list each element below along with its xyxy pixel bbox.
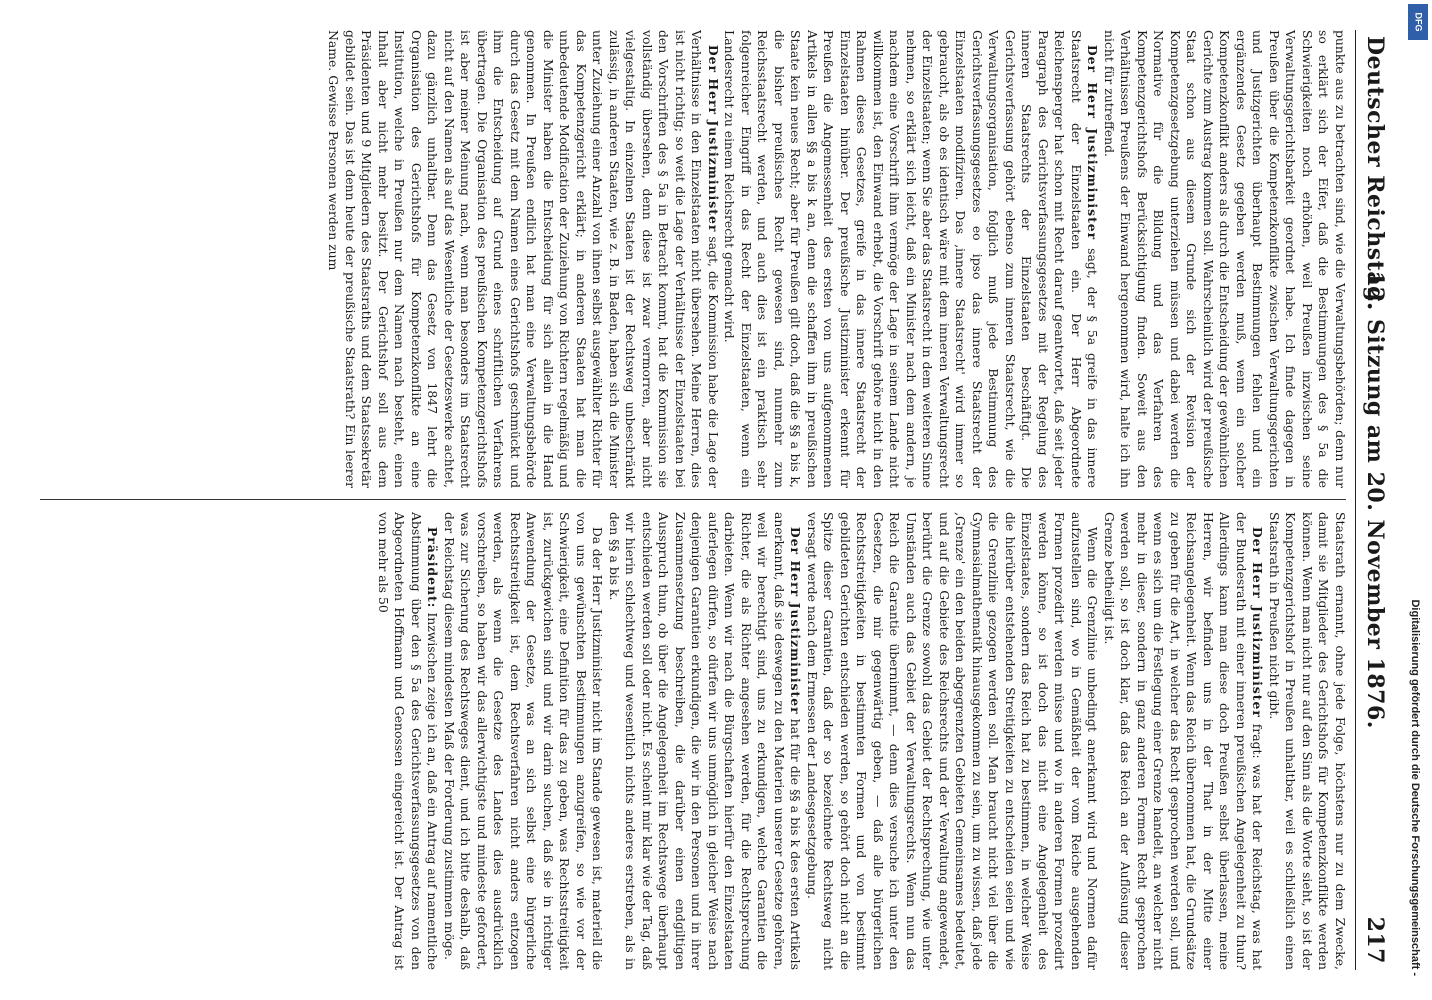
- page-header: [1355, 30, 1392, 970]
- paragraph-text: Wenn die Grenzlinie unbedingt anerkannt wird und Normen dafür aufzustellen sind, wo in Gemäßheit der vom Reiche ausgehenden Formen prozedirt werden müsse und wo in anderen Formen prozedirt werden könne, so ist doch das nicht eine Angelegenheit des Einzelstaates, sondern das Reich hat zu bestimmen, in welcher Weise die hierüber entstehenden Streitigkeiten zu entscheiden seien und wie die Grenzlinie gezogen werden soll. Man braucht nicht viel über die Gymnasialmathematik hinausgekommen zu sein, um zu wissen, daß jede ‚Grenze' ein den beiden abgegrenzten Gebieten Gemeinsames bedeutet, und auf die Gebiete des Reichsrechts und der Verwaltung angewendet, berührt die Grenze sowohl das Gebiet der Rechtsprechung, wie unter Umständen auch das Gebiet der Verwaltungsrechts. Wenn nun das Reich die Garantie übernimmt, — denn dies versuche ich unter den Gesetzen, die mir gegenwärtig geben, — daß alle bürgerlichen Rechtsstreitigkeiten in bestimmten Formen und von bestimmt gebildeten Gerichten entschieden werden, so gehört doch nicht an die Spitze dieser Garantien, daß der so bezeichnete Rechtsweg nicht versagt werde nach dem Ermessen der Landesgesetzgebung.: [805, 512, 1101, 970]
- speaker-name: Der Herr Justizminister: [788, 526, 804, 715]
- newspaper-page: [40, 30, 1392, 970]
- paragraph: [804, 512, 1101, 970]
- imprint-text: Digitalisierung gefördert durch die Deutsche Forschungsgemeinschaft -: [1409, 599, 1421, 976]
- paragraph: [1266, 512, 1349, 970]
- paragraph-text: Inzwischen zeige ich an, daß ein Antrag auf namentliche Abstimmung über den § 5a des Gerichtsverfassungsgesetzes von den Abgeordneten Hoffmann und Genossen eingereicht ist. Der Antrag ist von mehr als 50: [376, 512, 441, 970]
- paragraph-text: hat für die §§ a bis k des ersten Artikels anerkannt, daß sie deswegen zu den Materien unserer Gesetze gehören, weil wir berechtigt sind, uns zu erkundigen, welche Garantien die Richter, die als Richter angesehen werden, für die Rechtsprechung darbieten. Wenn wir nach die Bürgschaften hierfür den Einzelstaaten auferlegen dürfen, so dürfen wir uns unmöglich in gleicher Weise nach denjenigen Garantien erkundigen, die wir in den Personen und in ihrer Zusammensetzung beschreiben, die darüber einen endgiltigen Ausspruch thun, ob über die Angelegenheit im Rechtswege überhaupt entschieden werden soll oder nicht. Es scheint mir klar wie der Tag, daß wir hierin schlechtweg und wesentlich nichts anderes erstreben, als in den §§ a bis k.: [607, 512, 804, 970]
- speaker-name: Der Herr Justizminister: [1085, 44, 1101, 241]
- speaker-name: Präsident:: [425, 526, 441, 609]
- left-column: [40, 30, 1348, 488]
- right-column: [40, 512, 1348, 970]
- header-publication: Deutscher Reichstag.: [1362, 36, 1388, 311]
- paragraph-text: sagt, die Kommission habe die Lage der Verhältnisse in den Einzelstaaten nicht übersehen. Meine Herren, dies ist nicht richtig; so weit die Lage der Verhältnisse der Einzelstaaten bei den Vorschriften des § 5a in Betracht kommt, hat die Kommission sie vollständig übersehen, denn diese ist zwar vermorren, aber nicht vielgestaltig. In einzelnen Staaten ist der Rechtsweg unbeschränkt zulässig, in anderen Staaten, wie z. B. in Baden, haben sich die Minister unter Zuziehung einer Anzahl von ihnen selbst ausgewählter Richter für das Kompetenzgericht erklärt; in anderen Staaten hat man die unbedeutende Modification der Zuziehung von Richtern regelmäßig und die Minister haben die Entscheidung für sich allein in die Hand genommen. In Preußen endlich hat man eine Verwaltungsbehörde durch das Gesetz mit dem Namen eines Gerichtshofs geschmückt und ihm die Entscheidung auf Grund eines schriftlichen Verfahrens übertragen. Die Organisation des preußischen Kompetenzgerichtshofs ist aber meiner Meinung nach, wenn man besonders im Staatsrecht nicht auf den Namen als auf das Wesentliche der Gesetzeswerke achtet, dazu gänzlich unhaltbar. Denn das Gesetz von 1847 lehrt die Organisation des Gerichtshofs für Kompetenzkonflikte an eine Institution, welche in Preußen nur dem Namen nach besteht, einen Inhalt aber nicht mehr besitzt. Der Gerichtshof soll aus dem Präsidenten und 9 Mitgliedern des Staatsraths und dem Staatssekretär gebildet sein. Das ist denn heute der preußische Staatsrath? Ein leerer Name. Gewisse Personen werden zum: [326, 30, 721, 488]
- paragraph-text: fragt: was hat der Reichstag, was hat der Bundesrath mit einer inneren preußischen Angelegenheit zu thun? Allerdings kann man diese doch Preußen selbst überlassen, meine Herren, wir befinden uns in der That in der Mitte einer Reichsangelegenheit. Wenn das Reich übernommen hat, die Grundsätze zu geben für die Art, in welcher das Recht gesprochen werden soll, und wenn es sich um die Festlegung einer Grenze handelt, an welcher nicht mehr in dieser, sondern in ganz anderen Formen Recht gesprochen werden soll, so ist doch klar, daß das Reich an der Auflösung dieser Grenze betheiligt ist.: [1102, 512, 1266, 970]
- column-divider: [40, 499, 1346, 500]
- speaker-name: Der Herr Justizminister: [1250, 526, 1266, 718]
- paragraph: [1101, 30, 1349, 488]
- paragraph: [375, 512, 441, 970]
- dfg-logo-text: DFG: [1413, 12, 1423, 32]
- digitization-imprint: [1406, 96, 1424, 976]
- paragraph-text: punkte aus zu betrachten sind, wie die Verwaltungsbehörden; denn nur so erklärt sich der Eifer, daß die Bestimmungen des § 5a die Schwierigkeiten noch erhöhen, weil Preußen inzwischen seine Verwaltungsgerichtsbarkeit geordnet habe. Ich finde dagegen in Preußen über die Kompetenzkonflikte zwischen Verwaltungsgerichten und Justizgerichten überhaupt Bestimmungen fehlen und ein ergänzendes Gesetz gegeben werden muß, wenn ein solcher Kompetenzkonflikt anders als durch die Entscheidung der gewöhnlichen Gerichte zum Austrag kommen soll. Wahrscheinlich wird der preußische Staat schon aus diesem Grunde sich der Revision der Kompetenzgesetzgebung unterziehen müssen und dabei werden die Normative für die Bildung und das Verfahren des Kompetenzgerichtshofs Berücksichtigung finden. Soweit aus den Verhältnissen Preußens der Einwand hergenommen wird, halte ich ihn nicht für zutreffend.: [1102, 30, 1348, 488]
- header-session: 12. Sitzung am 20. November 1876.: [1362, 271, 1388, 729]
- paragraph-text: Da der Herr Justizminister nicht im Stande gewesen ist, materiell die von uns gewünschten Bestimmungen anzugreifen, so wie vor der Schwierigkeit, eine Definition für das zu geben, was Rechtsstreitigkeit ist, zurückgewichen sind und wir darin suchen, daß sie in richtiger Anwendung der Gesetze, was an sich selbst eine bürgerliche Rechtsstreitigkeit ist, dem Rechtsverfahren nicht anders entzogen werden, als wenn die Gesetze des Landes dies ausdrücklich vorschreiben, so haben wir das allerwichtigste und mindeste gefordert, was zur Sicherung des Rechtsweges dient, und ich bitte deshalb, daß der Reichstag diesem mindesten Maß der Forderung zustimmen möge.: [442, 512, 606, 970]
- paragraph-text: sagt, der § 5a greife in das innere Staatsrecht der Einzelstaaten ein. Der Herr Abgeordnete Reichensperger hat schon mit Recht darauf geantwortet, daß seit jeder Paragraph des Gerichtsverfassungsgesetzes mit der Regelung des inneren Staatsrechts der Einzelstaaten beschäftigt. Die Gerichtsverfassung gehört ebenso zum inneren Staatsrecht, wie die Verwaltungsorganisation, folglich muß jede Bestimmung des Gerichtsverfassungsgesetzes eo ipso das innere Staatsrecht der Einzelstaaten modifiziren. Das ‚innere Staatsrecht' wird immer so gebraucht, als ob es identisch wäre mit dem inneren Verwaltungsrecht der Einzelstaaten; wenn Sie aber das Staatsrecht in dem weiteren Sinne nehmen, so erklärt sich leicht, daß ein Minister nach dem andern, je nachdem eine Vorschrift ihm vermöge der Lage in seinem Lande nicht willkommen ist, den Einwand erhebt, die Vorschrift gehöre nicht in den Rahmen dieses Gesetzes, greife in das innere Staatsrecht der Einzelstaaten hinüber. Der preußische Justizminister erkennt für Preußen die Angemessenheit des ersten von uns aufgenommenen Artikels in allen §§ a bis k an, denn die schaffen ihm in preußischen Staate kein neues Recht; aber für Preußen gilt doch, daß die §§ a bis k, die bisher preußisches Recht gewesen sind, nunmehr zum Reichsstaatsrecht werden, und auch dies ist ein praktisch sehr folgenreicher Eingriff in das Recht der Einzelstaaten, wenn ein Landesrecht zu einem Reichsrecht gemacht wird.: [722, 30, 1101, 488]
- page-number: 217: [1362, 916, 1388, 964]
- speaker-name: Der Herr Justizminister: [706, 44, 721, 233]
- paragraph: [721, 30, 1101, 488]
- paragraph: [441, 512, 606, 970]
- paragraph: [606, 512, 804, 970]
- paragraph-text: Staatsrath ernannt, ohne jede Folge, höchstens nur zu dem Zwecke, damit sie Mitglieder des Gerichtshofs für Kompetenzkonflikte werden können. Wenn man nicht nur auf den Sinn als die Worte sieht, so ist der Kompetenzgerichtshof in Preußen unhaltbar, weil es schließlich einen Staatsrath in Preußen nicht gibt.: [1267, 512, 1348, 970]
- paragraph: [1101, 512, 1266, 970]
- text-columns: [40, 30, 1348, 970]
- paragraph: [325, 30, 721, 488]
- dfg-logo: [1408, 4, 1428, 40]
